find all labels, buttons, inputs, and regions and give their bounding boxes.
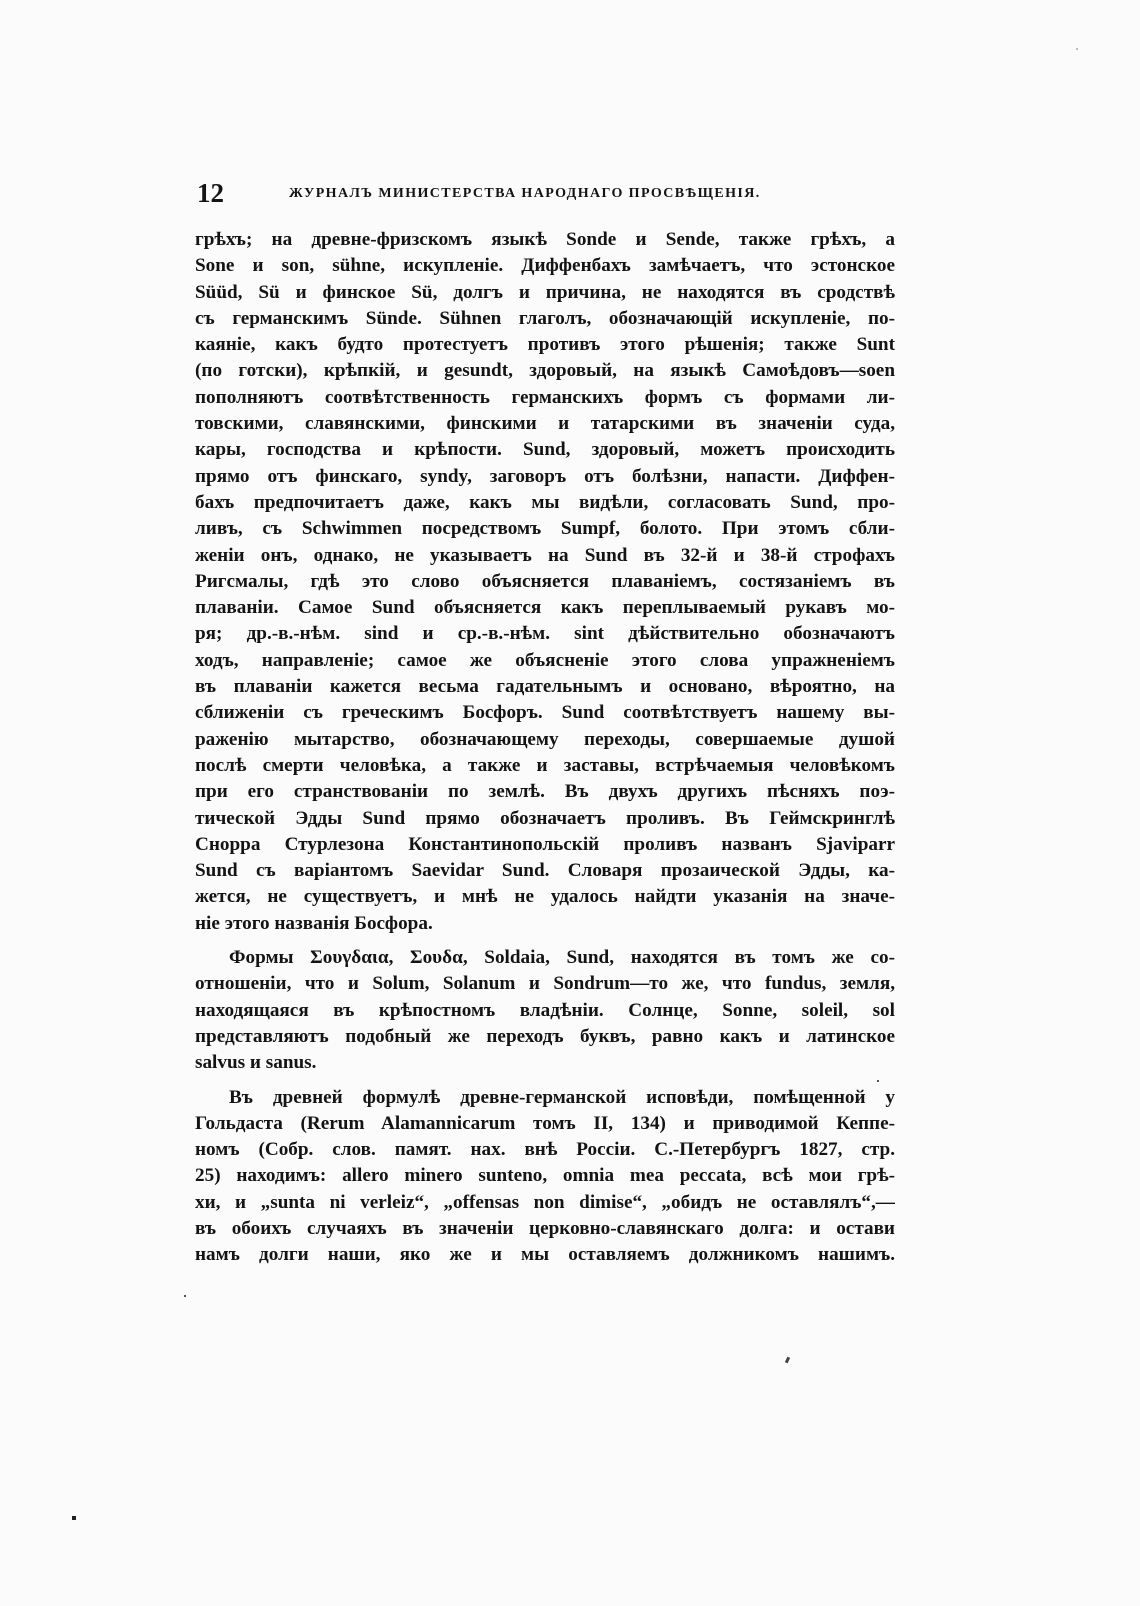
- scan-speck: [72, 1516, 76, 1520]
- text-line: съ германскимъ Sünde. Sühnen глаголъ, обозначающій искупленіе, по-: [195, 307, 895, 329]
- text-line: послѣ смерти человѣка, а также и заставы, встрѣчаемыя человѣкомъ: [195, 754, 895, 776]
- text-line: (по готски), крѣпкій, и gesundt, здоровый, на языкѣ Самоѣдовъ—soen: [195, 360, 895, 382]
- text-line: Ригсмалы, гдѣ это слово объясняется плаваніемъ, состязаніемъ въ: [195, 570, 895, 592]
- text-line: сближеніи съ греческимъ Босфоръ. Sund соотвѣтствуетъ нашему вы-: [195, 702, 895, 724]
- text-line: въ обоихъ случаяхъ въ значеніи церковно-славянскаго долга: и остави: [195, 1217, 895, 1239]
- text-line: женіи онъ, однако, не указываетъ на Sund въ 32-й и 38-й строфахъ: [195, 544, 895, 566]
- text-line: раженію мытарство, обозначающему переходы, совершаемые душой: [195, 728, 895, 750]
- text-line: плаваніи. Самое Sund объясняется какъ переплываемый рукавъ мо-: [195, 597, 895, 619]
- text-line: въ плаваніи кажется весьма гадательнымъ и основано, вѣроятно, на: [195, 676, 895, 698]
- text-line: Въ древней формулѣ древне-германской исповѣди, помѣщенной у: [229, 1086, 895, 1108]
- paragraph-3: [195, 1085, 895, 1269]
- scan-speck: [1076, 48, 1078, 50]
- body-text: [195, 227, 895, 1269]
- text-line: Снорра Стурлезона Константинопольскій проливъ названъ Sjaviparr: [195, 833, 895, 855]
- text-line: тической Эдды Sund прямо обозначаетъ проливъ. Въ Геймскринглѣ: [195, 807, 895, 829]
- scan-speck: [785, 1357, 790, 1364]
- page-number: 12: [197, 178, 224, 208]
- running-title: ЖУРНАЛЪ МИНИСТЕРСТВА НАРОДНАГО ПРОСВѢЩЕНІЯ.: [289, 186, 761, 201]
- paragraph-2: [195, 945, 895, 1076]
- text-line: прямо отъ финскаго, syndy, заговоръ отъ болѣзни, напасти. Диффен-: [195, 465, 895, 487]
- text-line: товскими, славянскими, финскими и татарскими въ значеніи суда,: [195, 413, 895, 435]
- text-line: находящаяся въ крѣпостномъ владѣніи. Солнце, Sonne, soleil, sol: [195, 999, 895, 1021]
- scan-speck: [877, 1080, 879, 1082]
- text-line: Гольдаста (Rerum Alamannicarum томъ II, 134) и приводимой Кеппе-: [195, 1112, 895, 1134]
- text-line: ніе этого названія Босфора.: [195, 912, 433, 934]
- text-line: отношеніи, что и Solum, Solanum и Sondrum—то же, что fundus, земля,: [195, 973, 895, 995]
- text-line: ливъ, съ Schwimmen посредствомъ Sumpf, болото. При этомъ сбли-: [195, 518, 895, 540]
- text-line: Sund съ варіантомъ Saevidar Sund. Словаря прозаической Эдды, ка-: [195, 860, 895, 882]
- page-header: [197, 178, 897, 214]
- text-line: номъ (Собр. слов. памят. нах. внѣ Россіи. С.-Петербургъ 1827, стр.: [195, 1139, 895, 1161]
- text-line: каяніе, какъ будто протестуетъ противъ этого рѣшенія; также Sunt: [195, 334, 895, 356]
- text-line: грѣхъ; на древне-фризскомъ языкѣ Sonde и Sende, также грѣхъ, а: [195, 229, 895, 250]
- text-line: кары, господства и крѣпости. Sund, здоровый, можетъ происходить: [195, 439, 895, 461]
- text-line: бахъ предпочитаетъ даже, какъ мы видѣли, согласовать Sund, про-: [195, 491, 895, 513]
- text-line: Süüd, Sü и финское Sü, долгъ и причина, не находятся въ сродствѣ: [195, 281, 895, 303]
- text-line: представляютъ подобный же переходъ буквъ, равно какъ и латинское: [195, 1025, 895, 1047]
- text-line: Формы Σουγδαια, Σουδα, Soldaia, Sund, находятся въ томъ же со-: [229, 947, 895, 969]
- text-line: 25) находимъ: allero minero sunteno, omnia mea peccata, всѣ мои грѣ-: [195, 1165, 895, 1187]
- text-line: пополняютъ соотвѣтственность германскихъ формъ съ формами ли-: [195, 386, 895, 408]
- paragraph-1: [195, 227, 895, 937]
- text-line: Sone и son, sühne, искупленіе. Диффенбахъ замѣчаетъ, что эстонское: [195, 255, 895, 277]
- text-line: намъ долги наши, яко же и мы оставляемъ должникомъ нашимъ.: [195, 1244, 895, 1266]
- text-line: ходъ, направленіе; самое же объясненіе этого слова упражненіемъ: [195, 649, 895, 671]
- text-line: жется, не существуетъ, и мнѣ не удалось найдти указанія на значе-: [195, 886, 895, 908]
- scan-speck: [184, 1295, 186, 1297]
- text-line: хи, и „sunta ni verleiz“, „offensas non dimise“, „обидъ не оставлялъ“,—: [195, 1191, 895, 1213]
- text-line: ря; др.-в.-нѣм. sind и ср.-в.-нѣм. sint дѣйствительно обозначаютъ: [195, 623, 895, 645]
- text-line: при его странствованіи по землѣ. Въ двухъ другихъ пѣсняхъ поэ-: [195, 781, 895, 803]
- text-line: salvus и sanus.: [195, 1052, 317, 1074]
